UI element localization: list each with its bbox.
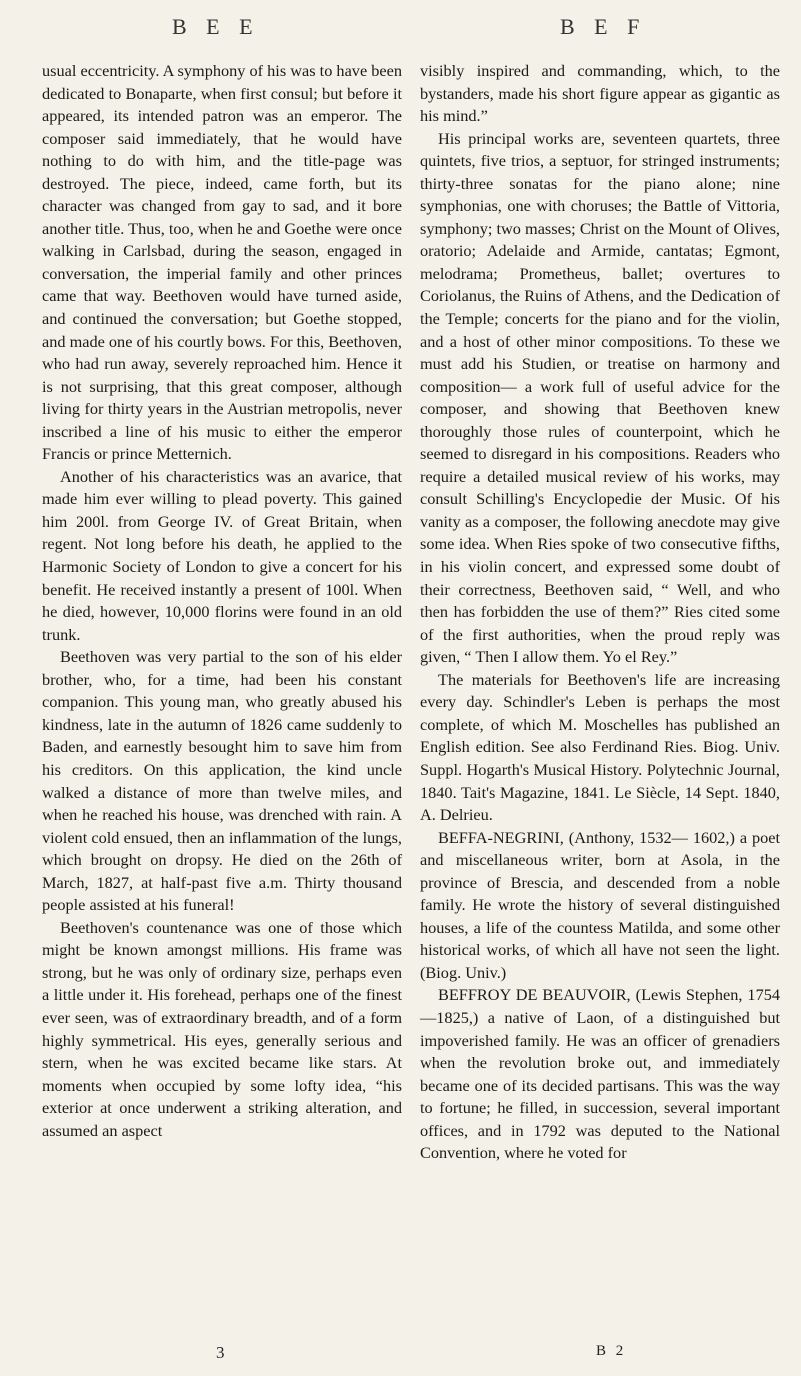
header-left-guide-word: B E E: [172, 14, 260, 39]
entry-beffroy-de-beauvoir: BEFFROY DE BEAUVOIR, (Lewis Stephen, 1754—1825,) a native of Laon, of a distinguished but impoverished family. He was an officer of grenadiers when the revolution broke out, and immediately became one of its decided partisans. This was the way to fortune; he filled, in succession, several important offices, and in 1792 was deputed to the National Convention, where he voted for: [420, 985, 780, 1163]
paragraph: Beethoven's countenance was one of those which might be known amongst millions. His frame was strong, but he was only of ordinary size, perhaps even a little under it. His forehead, perhaps one of the finest ever seen, was of extraordinary breadth, and of a form highly symmetrical. His eyes, generally serious and stern, when he was excited became like stars. At moments when occupied by some lofty idea, “his exterior at once underwent a striking alteration, and assumed an aspect: [42, 917, 402, 1140]
page-number: 3: [216, 1343, 225, 1362]
running-header: [0, 14, 801, 44]
paragraph: visibly inspired and commanding, which, to the bystanders, made his short figure appear as gigantic as his mind.”: [420, 61, 780, 126]
entry-beffa-negrini: BEFFA-NEGRINI, (Anthony, 1532— 1602,) a poet and miscellaneous writer, born at Asola, in the province of Brescia, and descended from a noble family. He wrote the history of several distinguished houses, a life of the countess Matilda, and some other historical works, of which all have not seen the light. (Biog. Univ.): [420, 827, 780, 982]
paragraph: Another of his characteristics was an avarice, that made him ever willing to plead poverty. This gained him 200l. from George IV. of Great Britain, when regent. Not long before his death, he applied to the Harmonic Society of London to give a concert for his benefit. He received instantly a present of 100l. When he died, however, 10,000 florins were found in an old trunk.: [42, 466, 402, 644]
header-right-guide-word: B E F: [560, 14, 647, 39]
paragraph: usual eccentricity. A symphony of his was to have been dedicated to Bonaparte, when first consul; but before it appeared, its intended patron was an emperor. The composer said immediately, that he would have nothing to do with him, and the title-page was destroyed. The piece, indeed, came forth, but its character was changed from gay to sad, and it bore another title. Thus, too, when he and Goethe were once walking in Carlsbad, during the season, engaged in conversation, the imperial family and other princes came that way. Beethoven would have turned aside, and continued the conversation; but Goethe stopped, and made one of his courtly bows. For this, Beethoven, who had run away, severely reproached him. Hence it is not surprising, that this great composer, although living for thirty years in the Austrian metropolis, never inscribed a line of his music to either the emperor Francis or prince Metternich.: [42, 61, 402, 464]
signature-mark: B 2: [596, 1343, 627, 1359]
left-column: [42, 60, 402, 1142]
right-column: [420, 60, 780, 1165]
paragraph: Beethoven was very partial to the son of his elder brother, who, for a time, had been his constant companion. This young man, who greatly abused his kindness, late in the autumn of 1826 came suddenly to Baden, and earnestly besought him to save him from his creditors. On this application, the kind uncle walked a distance of more than twelve miles, and when he reached his house, was drenched with rain. A violent cold ensued, then an inflammation of the lungs, which brought on dropsy. He died on the 26th of March, 1827, at half-past five a.m. Thirty thousand people assisted at his funeral!: [42, 647, 402, 915]
paragraph: The materials for Beethoven's life are increasing every day. Schindler's Leben is perhaps the most complete, of which M. Moschelles has published an English edition. See also Ferdinand Ries. Biog. Univ. Suppl. Hogarth's Musical History. Polytechnic Journal, 1840. Tait's Magazine, 1841. Le Siècle, 14 Sept. 1840, A. Delrieu.: [420, 669, 780, 825]
paragraph: His principal works are, seventeen quartets, three quintets, five trios, a septuor, for stringed instruments; thirty-three sonatas for the piano alone; nine symphonias, one with choruses; the Battle of Vittoria, symphony; two masses; Christ on the Mount of Olives, oratorio; Adelaide and Armide, cantatas; Egmont, melodrama; Prometheus, ballet; overtures to Coriolanus, the Ruins of Athens, and the Dedication of the Temple; concerts for the piano and for the violin, and a host of other minor compositions. To these we must add his Studien, or treatise on harmony and composition— a work full of useful advice for the composer, and showing that Beethoven knew thoroughly those rules of counterpoint, which he seemed to disregard in his compositions. Readers who require a detailed musical review of his works, may consult Schilling's Encyclopedie der Music. Of his vanity as a composer, the following anecdote may give some idea. When Ries spoke of two consecutive fifths, in his violin concert, and expressed some doubt of their correctness, Beethoven said, “ Well, and who then has forbidden the use of them?” Ries cited some of the first authorities, when the proud reply was given, “ Then I allow them. Yo el Rey.”: [420, 128, 780, 667]
